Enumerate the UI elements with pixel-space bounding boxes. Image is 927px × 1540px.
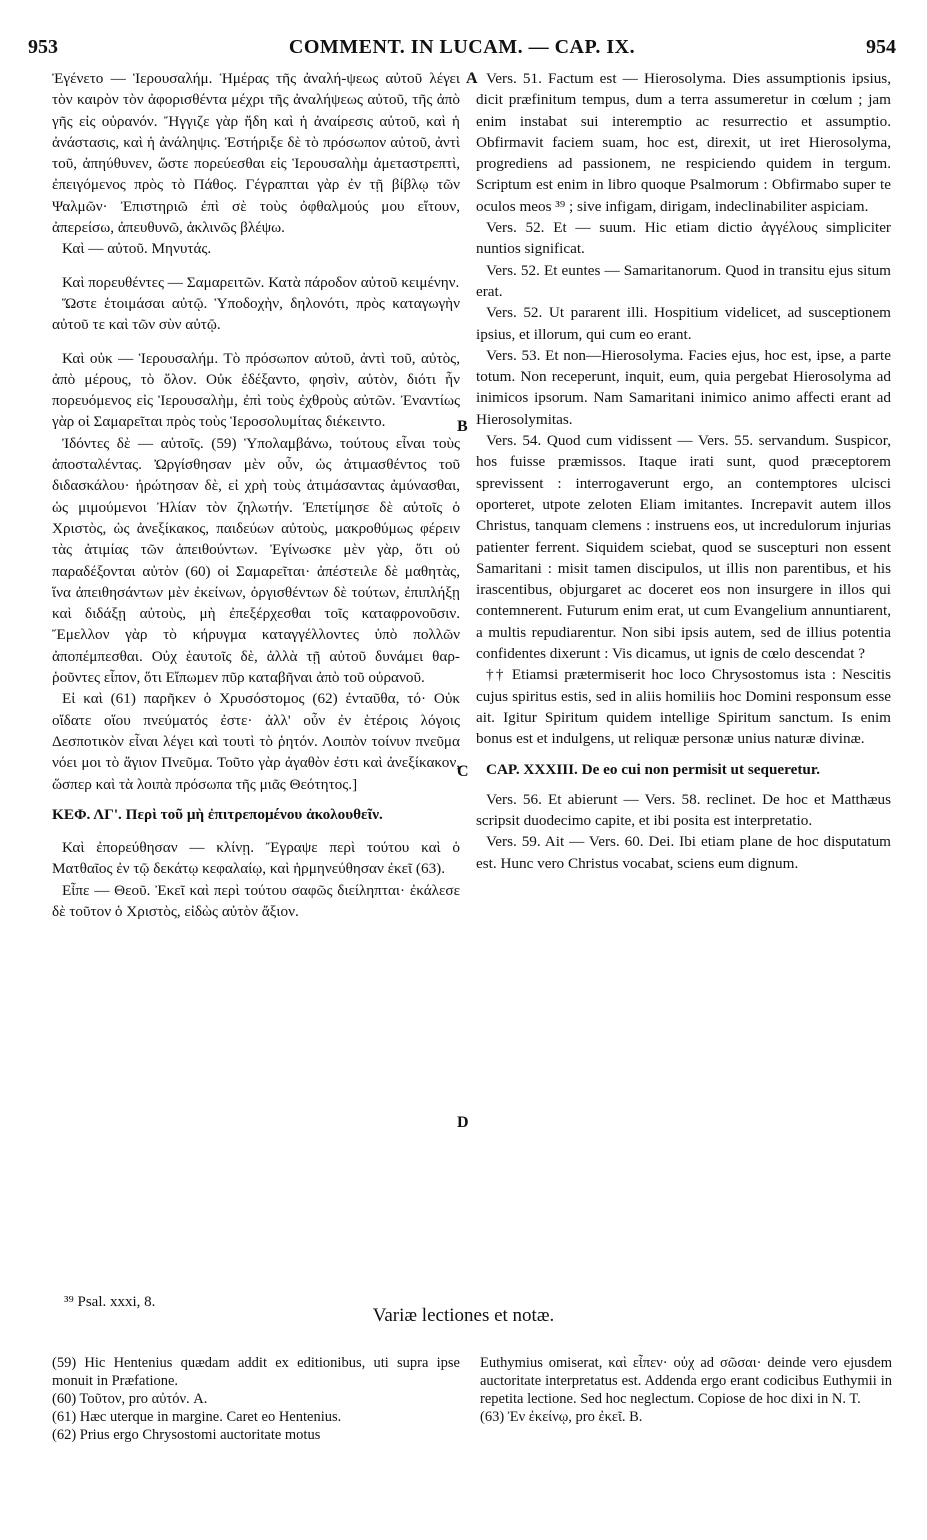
variant-note: Euthymius omiserat, καὶ εἶπεν· οὐχ ad σῶσαι· deinde vero ejusdem auctoritate interpretatus est. Addenda ergo erant codicibus Euthymii in repetita lectione. Sed hoc neglectum. Copiose de hoc dixi in N. T.: [480, 1355, 892, 1407]
greek-paragraph: Καὶ οὐκ — Ἱερουσαλήμ. Τὸ πρόσωπον αὐτοῦ, ἀντὶ τοῦ, αὐτὸς, ἀπὸ μέρους, τὸ ὅλον. Οὐκ ἐδέξαντο, φησὶν, αὐτὸν, διότι ἦν πορευόμενος εἰς Ἱερουσαλὴμ, ἐπὶ τοὺς ἐχθροὺς αὐτῶν. Ἐναντίως γὰρ οἱ Σαμαρεῖται πρὸς τοὺς Ἱεροσολυμίτας διέκειντο.: [52, 349, 460, 431]
margin-marker-b: B: [457, 418, 468, 435]
latin-paragraph: Vers. 52. Et — suum. Hic etiam dictio ἀγγέλους simpliciter nuntios significat.: [476, 219, 891, 258]
latin-paragraph: Vers. 53. Et non—Hierosolyma. Facies ejus, hoc est, ipse, a parte totum. Non receperunt, inquit, eum, quia pergebat Hierosolyma ad inimicos ipsorum. Nam Samaritani inimico animo affecti erant ad Hierosolymitas.: [476, 346, 891, 428]
greek-column: [52, 68, 460, 922]
greek-paragraph: Ἐγένετο — Ἱερουσαλήμ. Ἡμέρας τῆς ἀναλή-ψεως αὐτοῦ λέγει τὸν καιρὸν τὸν ἀφορισθέντα μέχρι τῆς ἀναλήψεως αὐτοῦ, τῆς ἀπὸ γῆς εἰς οὐρανόν. Ἤγγιζε γὰρ ἤδη καὶ ἡ ἀναίρεσις αὐτοῦ, καὶ ἡ ἀνάστασις, καὶ ἡ ἀνάληψις. Ἐστήριξε δὲ τὸ πρόσωπον αὐτοῦ, ἀντὶ τοῦ, ἀπηύθυνεν, ὥστε πορεύεσθαι εἰς Ἱερουσαλὴμ ἀμεταστρεπτὶ, ἐπειγόμενος πρὸς τὸ Πάθος. Γέγραπται γὰρ ἐν τῇ βίβλῳ τῶν Ψαλμῶν· Ἐπιστηριῶ ἐπὶ σὲ τοὺς ὀφθαλμούς μου εἴτουν, ἀπερείσω, ἀπευθυνῶ, ἀκλινῶς βλέψω.: [52, 70, 460, 237]
variae-lectiones-title: Variæ lectiones et notæ.: [372, 1305, 555, 1326]
latin-paragraph: †† Etiamsi prætermiserit hoc loco Chrysostomus ista : Nescitis cujus spiritus estis, sed in aliis homiliis hoc Domini responsum esse ait. Igitur Spiritum quidem intellige Spiritum sanctum. Is enim bonus est et indulgens, ut reliquæ personæ unius naturæ divinæ.: [476, 666, 891, 748]
variant-note: (63) Ἐν ἐκείνῳ, pro ἐκεῖ. B.: [480, 1409, 643, 1425]
greek-paragraph: Ἰδόντες δὲ — αὐτοῖς. (59) Ὑπολαμβάνω, τούτους εἶναι τοὺς ἀποσταλέντας. Ὠργίσθησαν μὲν οὖν, ὡς ἀτιμασθέντος τοῦ διδασκάλου· ἠρώτησαν δὲ, εἰ χρὴ τοὺς ἀτιμάσαντας ἀμύνασθαι, ὡς μιμούμενοι Ἠλίαν τὸν ζηλωτήν. Ἐπετίμησε δὲ αὐτοῖς ὁ Χριστὸς, ὡς ἀνεξίκακος, παιδεύων αὐτοὺς, μακροθύμως φέρειν τὰς ἀτιμίας τῶν ἀπειθούντων. Ἐγίνωσκε μὲν γὰρ, ὅτι οὐ παραδέξονται αὐτὸν (60) οἱ Σαμαρεῖται· ἀπέστειλε δὲ μαθητὰς, ἵνα ἀπειθησάντων μὲν ἐκείνων, ὀργισθέντων δὲ τούτων, ἐπιπλήξῃ καὶ διδάξῃ αὐτοὺς, μὴ ἐπεξέρχεσθαι τοῖς καταφρονοῦσιν. Ἔμελλον γὰρ τὸ κήρυγμα καταγγέλλοντες ὑπὸ πολλῶν ἀποπέμπεσθαι. Οὐχ ἑαυτοῖς δὲ, ἀλλὰ τῇ αὐτοῦ δυνάμει θαρ-ῥοῦντες εἶπον, ὅτι Εἴπωμεν πῦρ καταβῆναι ἀπὸ τοῦ οὐρανοῦ.: [52, 434, 460, 687]
latin-paragraph: Vers. 54. Quod cum vidissent — Vers. 55. servandum. Suspicor, hos fuisse præmissos. Itaque irati sunt, quod præceptorem sprevissent : interrogaverunt ergo, an contemptores ulcisci oporteret, utpote zeloten Eliam imitantes. Increpavit autem illos Christus, tanquam clemens : instruens eos, ut incredulorum injurias patienter ferrent. Siquidem sciebat, quod se suscepturi non essent Samaritani : misit tamen discipulos, ut illis non parentibus, et his irascentibus, objurgaret ac doceret eos non insurgere in illos qui contemnerent. Futurum enim erat, ut cum Evangelium annuntiarent, a multis repudiarentur. Non sibi ipsis autem, sed de illius potentia confidentes dixerunt : Vis dicamus, ut ignis de cœlo descendat ?: [476, 432, 891, 663]
latin-paragraph: Vers. 59. Ait — Vers. 60. Dei. Ibi etiam plane de hoc disputatum est. Hunc vero Christus vocabat, sciens eum dignum.: [476, 833, 891, 872]
variant-note: (59) Hic Hentenius quædam addit ex editionibus, uti supra ipse monuit in Præfatione.: [52, 1355, 460, 1389]
greek-paragraph: Εἰ καὶ (61) παρῆκεν ὁ Χρυσόστομος (62) ἐνταῦθα, τό· Οὐκ οἴδατε οἵου πνεύματός ἐστε· ἀλλ' οὖν ἐν ἑτέροις λόγοις Δεσποτικὸν εἶναι λέγει καὶ τουτὶ τὸ ῥητόν. Λοιπὸν τοίνυν πνεῦμα νόει μοι τὸ ἅγιον Πνεῦμα. Τοῦτο γὰρ ἀγαθὸν ἐστι καὶ ἀνεξίκακον, ὥσπερ καὶ τὰ λοιπὰ πρόσωπα τῆς μιᾶς Θεότητος.]: [52, 690, 460, 793]
variant-note: (61) Hæc uterque in margine. Caret eo Hentenius.: [52, 1409, 342, 1425]
greek-paragraph: Ὥστε ἑτοιμάσαι αὐτῷ. Ὑποδοχὴν, δηλονότι, πρὸς καταγωγὴν αὐτοῦ τε καὶ τῶν σὺν αὐτῷ.: [52, 294, 460, 334]
running-title: COMMENT. IN LUCAM. — CAP. IX.: [288, 36, 636, 58]
latin-paragraph: Vers. 52. Ut pararent illi. Hospitium videlicet, ad susceptionem ipsius, et illorum, qui cum eo erant.: [476, 304, 891, 343]
margin-marker-c: C: [457, 763, 469, 780]
latin-chapter-heading: CAP. XXXIII. De eo cui non permisit ut sequeretur.: [486, 760, 820, 778]
latin-paragraph: Vers. 56. Et abierunt — Vers. 58. reclinet. De hoc et Matthæus scripsit duodecimo capite, et ibi posita est interpretatio.: [476, 790, 891, 830]
greek-paragraph: Καὶ — αὐτοῦ. Μηνυτάς.: [62, 240, 212, 258]
page-number-left: 953: [28, 36, 58, 58]
margin-marker-a: A: [466, 70, 478, 87]
variae-right-column: [480, 1354, 892, 1426]
page-number-right: 954: [866, 36, 896, 58]
footnote: ³⁹ Psal. xxxi, 8.: [64, 1294, 156, 1310]
variant-note: (60) Τοῦτον, pro αὐτόν. A.: [52, 1391, 208, 1407]
variant-note: (62) Prius ergo Chrysostomi auctoritate motus: [52, 1427, 321, 1443]
greek-paragraph: Εἶπε — Θεοῦ. Ἐκεῖ καὶ περὶ τούτου σαφῶς διείληπται· ἐκάλεσε δὲ τοῦτον ὁ Χριστὸς, εἰδὼς αὐτὸν ἄξιον.: [52, 881, 460, 920]
greek-chapter-heading: ΚΕΦ. ΛΓ'. Περὶ τοῦ μὴ ἐπιτρεπομένου ἀκολουθεῖν.: [52, 805, 383, 823]
margin-marker-d: D: [457, 1114, 469, 1131]
latin-paragraph: Vers. 52. Et euntes — Samaritanorum. Quod in transitu ejus situm erat.: [476, 261, 891, 300]
greek-paragraph: Καὶ ἐπορεύθησαν — κλίνῃ. Ἔγραψε περὶ τούτου καὶ ὁ Ματθαῖος ἐν τῷ δεκάτῳ κεφαλαίῳ, καὶ ἡρμηνεύθησαν ἐκεῖ (63).: [52, 839, 460, 878]
greek-paragraph: Καὶ πορευθέντες — Σαμαρειτῶν. Κατὰ πάροδον αὐτοῦ κειμένην.: [62, 273, 460, 291]
variae-left-column: [52, 1354, 460, 1444]
running-header: [28, 36, 896, 62]
latin-column: [476, 68, 891, 874]
latin-paragraph: Vers. 51. Factum est — Hierosolyma. Dies assumptionis ipsius, dicit præfinitum tempus, dum a terra assumeretur in cœlum ; jam enim instabat sui interemptio ac resurrectio et assumptio. Obfirmavit faciem suam, hoc est, direxit, ut iret Hierosolyma, progrediens ad passionem, ne respiciendo quidem in tergum. Scriptum est enim in libro quoque Psalmorum : Obfirmabo super te oculos meos ³⁹ ; sive infigam, dirigam, indeclinabiliter aspiciam.: [476, 70, 891, 215]
